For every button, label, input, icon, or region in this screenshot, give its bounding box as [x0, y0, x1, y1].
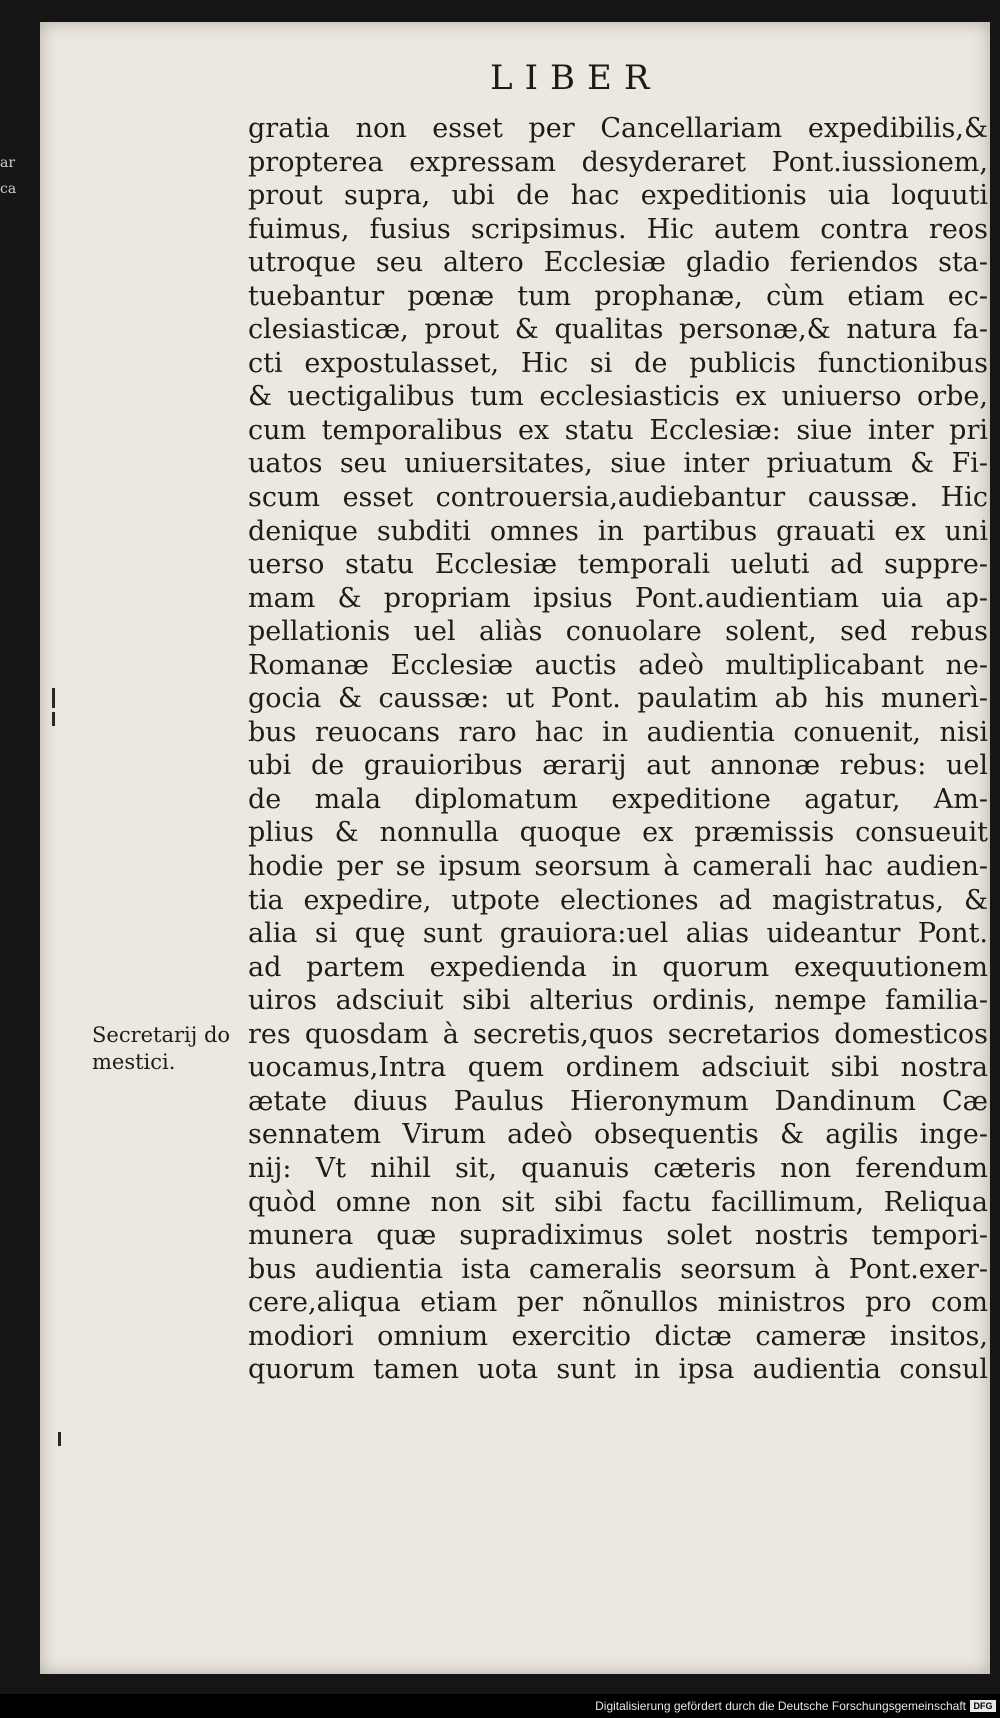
adjacent-page-bleed	[0, 150, 38, 210]
text-line: hodie per se ipsum seorsum à camerali hac audien-	[248, 851, 988, 883]
marginal-note-line: mestici.	[92, 1050, 176, 1074]
text-line: & uectigalibus tum ecclesiasticis ex uniuerso orbe,	[248, 381, 988, 413]
text-line: bus reuocans raro hac in audientia conuenit, nisi	[248, 716, 988, 748]
text-line: sennatem Virum adeò obsequentis & agilis inge-	[248, 1119, 988, 1151]
text-line: fuimus, fusius scripsimus. Hic autem contra reos	[248, 213, 988, 245]
text-line: bus audientia ista cameralis seorsum à Pont.exer-	[248, 1253, 988, 1285]
text-line: tuebantur pœnæ tum prophanæ, cùm etiam ec-	[248, 280, 988, 312]
text-line: scum esset controuersia,audiebantur caussæ. Hic	[248, 482, 988, 514]
text-line: quorum tamen uota sunt in ipsa audientia consul	[248, 1354, 988, 1386]
text-line: de mala diplomatum expeditione agatur, Am-	[248, 783, 988, 815]
text-line: cere,aliqua etiam per nõnullos ministros pro com	[248, 1287, 988, 1319]
text-line: nij: Vt nihil sit, quanuis cæteris non ferendum	[248, 1152, 988, 1184]
text-line: utroque seu altero Ecclesiæ gladio feriendos sta-	[248, 247, 988, 279]
text-line: mam & propriam ipsius Pont.audientiam uia ap-	[248, 582, 988, 614]
text-line: denique subditi omnes in partibus grauati ex uni	[248, 515, 988, 547]
text-line: tia expedire, utpote electiones ad magistratus, &	[248, 884, 988, 916]
text-line: plius & nonnulla quoque ex præmissis consueuit	[248, 817, 988, 849]
text-line: cum temporalibus ex statu Ecclesiæ: siue inter pri	[248, 414, 988, 446]
text-line: modiori omnium exercitio dictæ cameræ insitos,	[248, 1320, 988, 1352]
text-line: ubi de grauioribus ærarij aut annonæ rebus: uel	[248, 750, 988, 782]
digitization-footer	[0, 1694, 1000, 1718]
text-line: Romanæ Ecclesiæ auctis adeò multiplicabant ne-	[248, 649, 988, 681]
text-line: munera quæ supradiximus solet nostris tempori-	[248, 1220, 988, 1252]
text-line: gratia non esset per Cancellariam expedibilis,&	[248, 113, 988, 144]
text-line: uerso statu Ecclesiæ temporali ueluti ad suppre-	[248, 549, 988, 581]
text-line: quòd omne non sit sibi factu facillimum, Reliqua	[248, 1186, 988, 1218]
bleed-text: ar	[0, 155, 16, 171]
text-line: uocamus,Intra quem ordinem adsciuit sibi nostra	[248, 1052, 988, 1084]
footer-text: Digitalisierung gefördert durch die Deutsche Forschungsgemeinschaft	[595, 1699, 966, 1713]
text-line: prout supra, ubi de hac expeditionis uia loquuti	[248, 180, 988, 212]
running-head: LIBER	[490, 58, 662, 98]
margin-mark	[52, 688, 55, 708]
body-text	[248, 112, 988, 1387]
text-line: ætate diuus Paulus Hieronymum Dandinum Cæ	[248, 1085, 988, 1117]
text-line: propterea expressam desyderaret Pont.iussionem,	[248, 146, 988, 178]
text-line: cti expostulasset, Hic si de publicis functionibus	[248, 347, 988, 379]
text-line: ad partem expedienda in quorum exequutionem	[248, 951, 988, 983]
text-line: pellationis uel aliàs conuolare solent, sed rebus	[248, 616, 988, 648]
text-line: res quosdam à secretis,quos secretarios domesticos	[248, 1018, 988, 1050]
bleed-text: ca	[0, 181, 17, 197]
text-line: clesiasticæ, prout & qualitas personæ,& natura fa-	[248, 314, 988, 346]
margin-mark	[58, 1432, 61, 1446]
text-line: gocia & caussæ: ut Pont. paulatim ab his munerì-	[248, 683, 988, 715]
margin-mark	[52, 712, 55, 726]
marginal-note-line: Secretarij do	[92, 1023, 231, 1047]
dfg-logo: DFG	[970, 1700, 996, 1712]
marginal-note	[92, 1022, 230, 1076]
text-line: uatos seu uniuersitates, siue inter priuatum & Fi-	[248, 448, 988, 480]
text-line: uiros adsciuit sibi alterius ordinis, nempe familia-	[248, 985, 988, 1017]
text-line: alia si quę sunt grauiora:uel alias uideantur Pont.	[248, 918, 988, 950]
